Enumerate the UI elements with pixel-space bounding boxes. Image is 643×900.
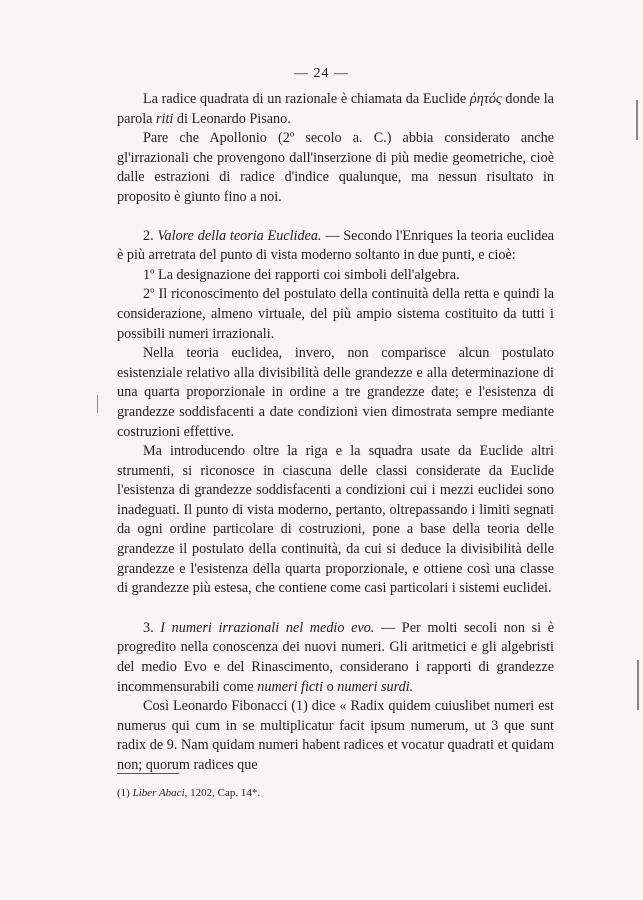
section-2-paragraph: 2. Valore della teoria Euclidea. — Secondo l'Enriques la teoria euclidea è più arretrata del punto di vista moderno soltanto in due punti, e cioè:	[117, 227, 554, 264]
point-2: 2º Il riconoscimento del postulato della continuità della retta e quindi la considerazione, almeno virtuale, del più ampio sistema costituito da tutti i possibili numeri irrazionali.	[117, 286, 554, 342]
paragraph-strumenti: Ma introducendo oltre la riga e la squadra usate da Euclide altri strumenti, si riconosce in ciascuna delle classi considerate da Euclide l'esistenza di grandezze soddisfacenti a condizioni cui i mezzi euclidei sono inadeguati. Il punto di vista moderno, pertanto, oltrepassando i limiti segnati da ogni ordine particolare di costruzioni, pone a base della teoria delle grandezze il postulato della continuità, da cui si deduce la divisibilità delle grandezze e l'esistenza della quarta proporzionale, e ottiene così una classe di grandezze più estesa, che contiene come casi particolari i sistemi euclidei.	[117, 443, 554, 597]
point-1: 1º La designazione dei rapporti coi simboli dell'algebra.	[143, 266, 460, 283]
page-number: — 24 —	[294, 66, 349, 81]
footnote-divider	[117, 773, 179, 774]
scan-margin-mark	[637, 660, 639, 710]
paragraph-fibonacci: Così Leonardo Fibonacci (1) dice « Radix quidem cuiuslibet numeri est numerus qui cum in se multiplicatur facit ipsum numerum, ut 3 que sunt radix de 9. Nam quidam numeri habent radices et vocatur quadrati et quidam non; quorum radices que	[117, 698, 554, 773]
section-3-title: I numeri irrazionali nel medio evo.	[160, 619, 375, 636]
paragraph-teoria-euclidea: Nella teoria euclidea, invero, non comparisce alcun postulato esistenziale relativo alla divisibilità delle grandezze e alla determinazione di una quarta proporzionale in ordine a tre grandezze date; e l'esistenza di grandezze soddisfacenti a date condizioni vien dimostrata sempre mediante costruzioni effettive.	[117, 345, 554, 440]
section-2-title: Valore della teoria Euclidea.	[157, 227, 322, 244]
scan-margin-mark	[636, 100, 638, 140]
paragraph-euclide-radice: La radice quadrata di un razionale è chiamata da Euclide ῥητός donde la parola riti di Leonardo Pisano.	[117, 91, 554, 127]
main-text	[117, 90, 554, 776]
section-3-paragraph: 3. I numeri irrazionali nel medio evo. — Per molti secoli non si è progredito nella conoscenza dei nuovi numeri. Gli aritmetici e gli algebristi del medio Evo e del Rinascimento, considerano i rapporti di grandezze incommensurabili come numeri ficti o numeri surdi.	[117, 619, 554, 695]
scan-margin-mark	[97, 395, 98, 413]
footnote: (1) Liber Abaci, 1202, Cap. 14*.	[117, 787, 261, 799]
paragraph-apollonio: Pare che Apollonio (2º secolo a. C.) abbia considerato anche gl'irrazionali che provengono dall'inserzione di più medie geometriche, cioè dalle estrazioni di radice d'indice qualunque, ma nessun risultato in proposito è giunto fino a noi.	[117, 130, 554, 205]
